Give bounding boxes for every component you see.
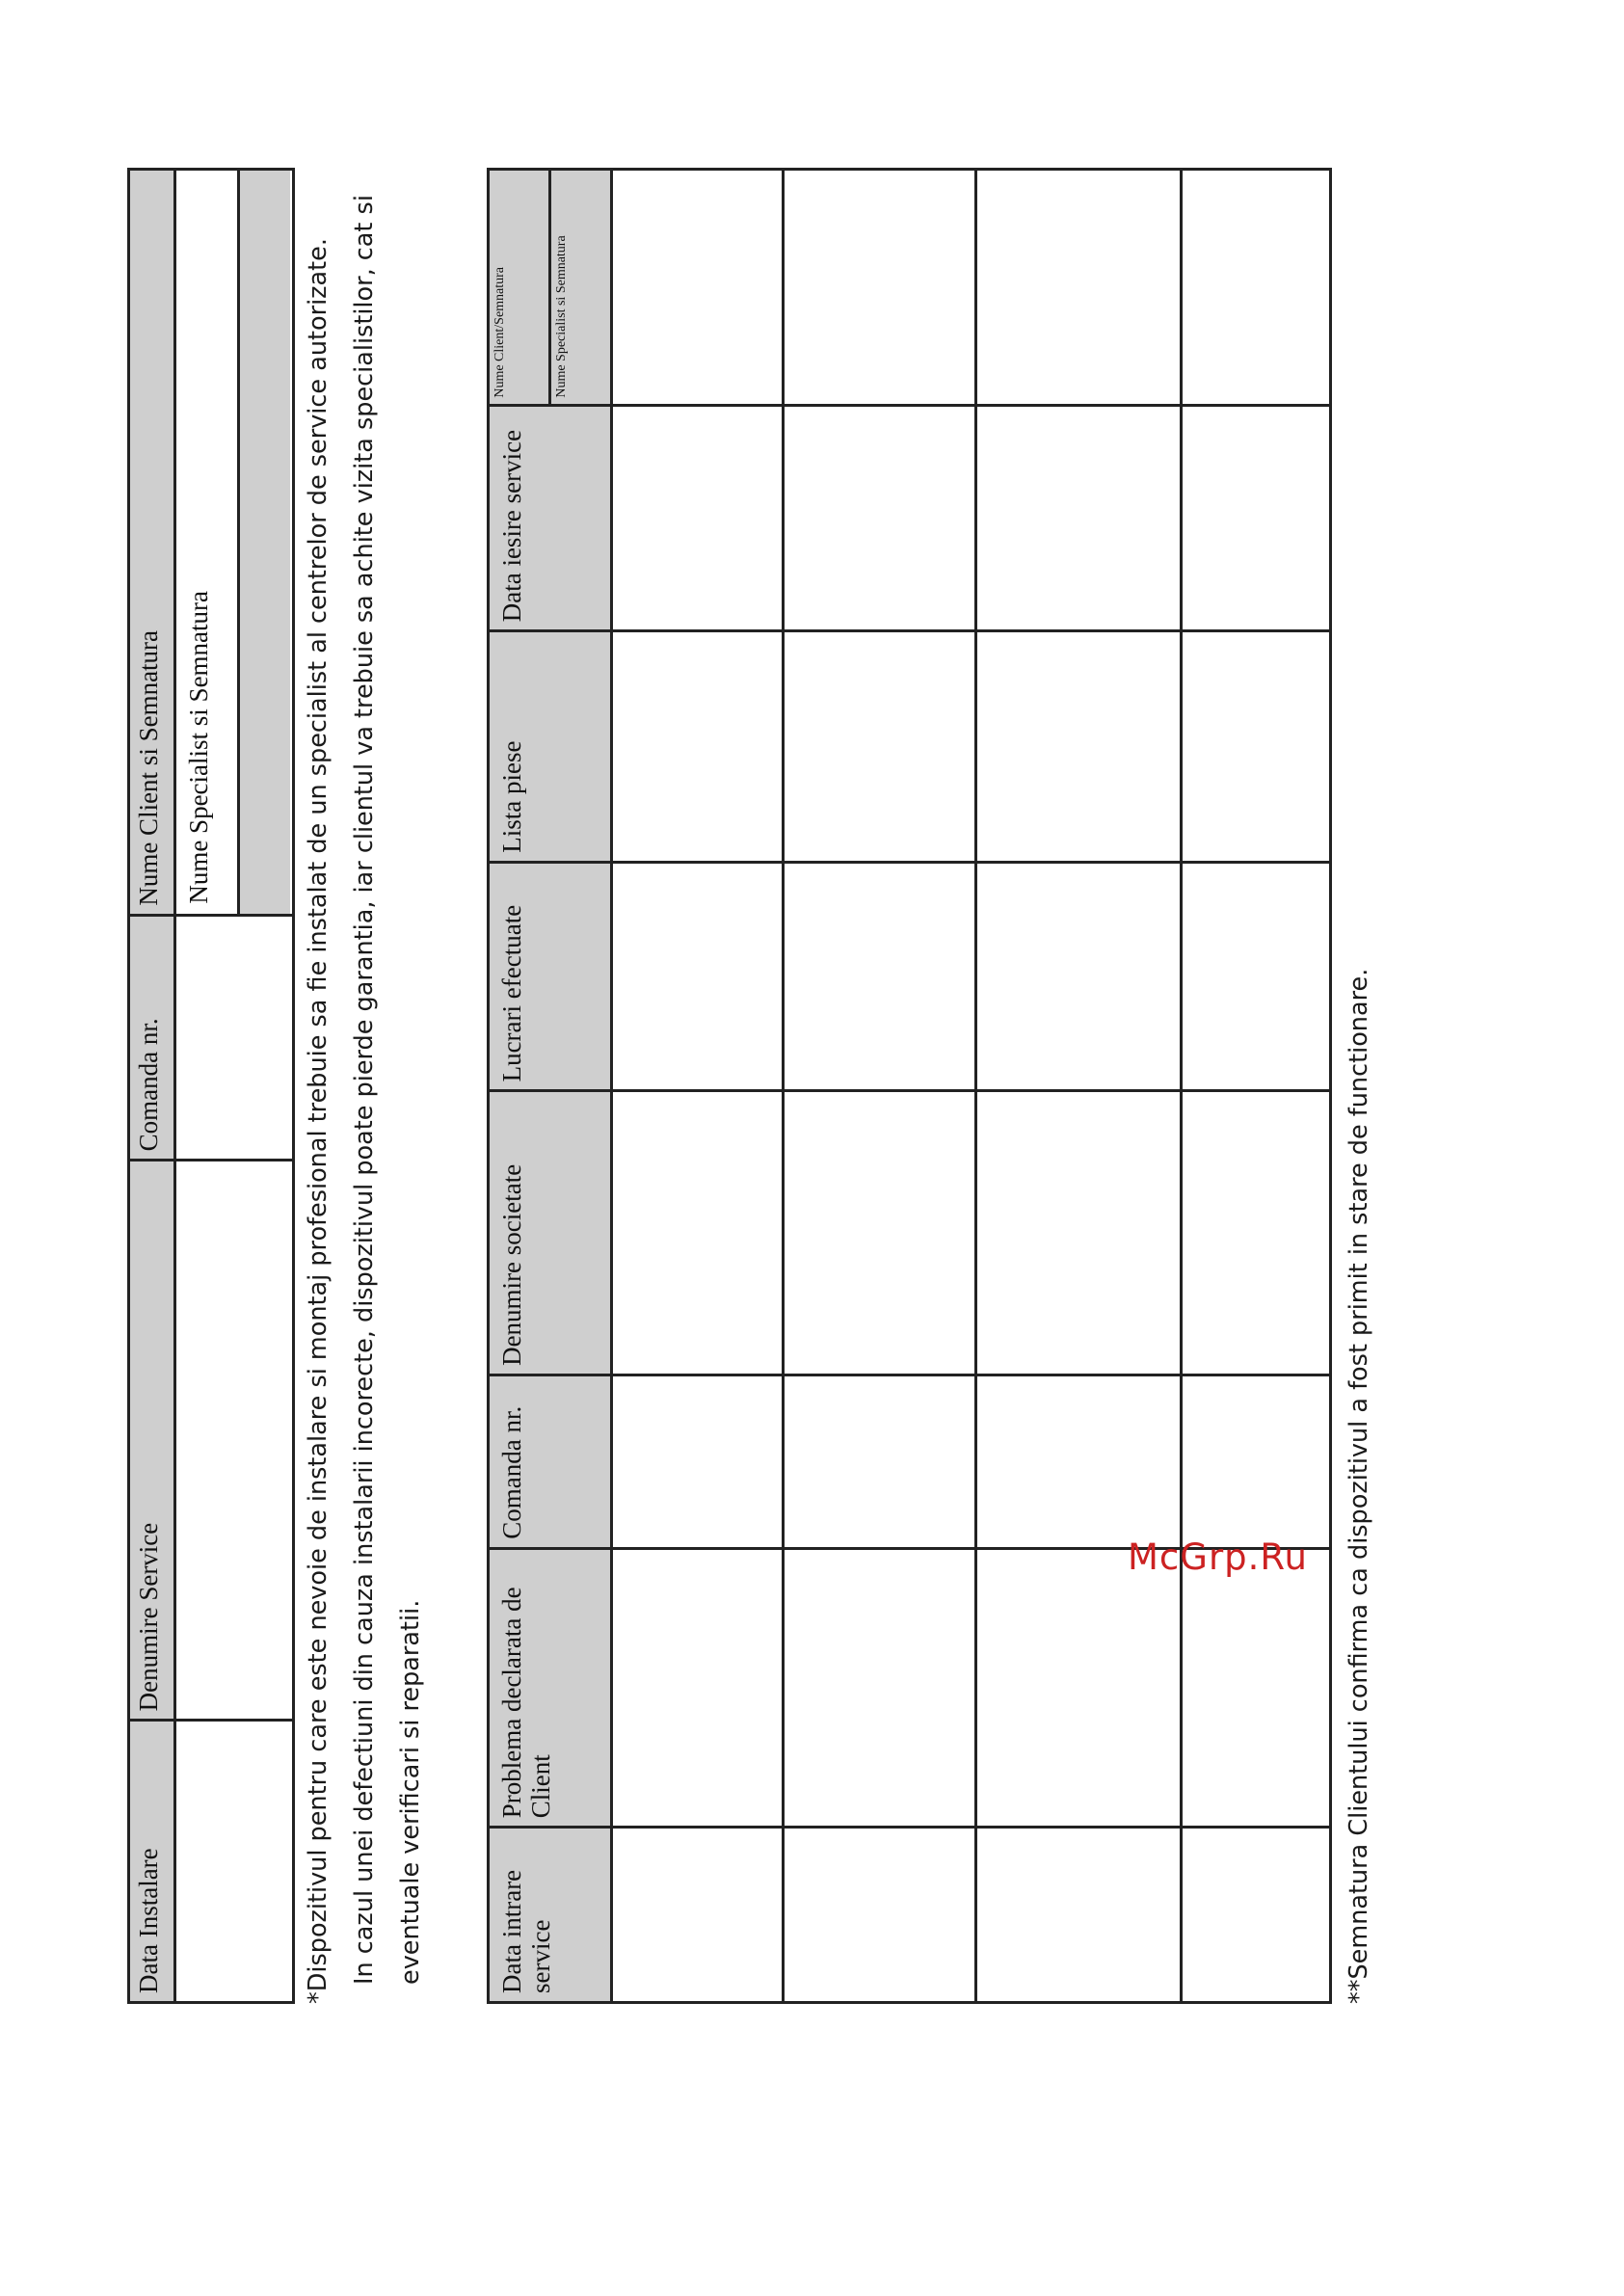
table-row — [976, 170, 1182, 2003]
table-cell[interactable] — [612, 631, 784, 863]
table-cell[interactable] — [612, 170, 784, 406]
table-cell[interactable] — [1182, 631, 1331, 863]
specialist-signature-label[interactable]: Nume Specialist si Semnatura — [176, 171, 240, 914]
table-cell[interactable] — [612, 1828, 784, 2003]
table-cell[interactable] — [1182, 1375, 1331, 1548]
table-cell[interactable] — [784, 1548, 976, 1828]
header-sign-specialist: Nume Specialist si Semnatura — [554, 235, 569, 398]
header-problema-declarata: Problema declarata de Client — [489, 1548, 612, 1828]
table-cell[interactable] — [976, 1548, 1182, 1828]
note-line-2: In cazul unei defectiuni din cauza instalarii incorecte, dispozitivul poate pierde garantia, iar clientul va trebuie sa achite vizita specialistilor, cat si — [350, 195, 379, 1985]
cell-data-instalare[interactable] — [175, 1721, 294, 2003]
table-cell[interactable] — [784, 405, 976, 631]
table-cell[interactable] — [784, 631, 976, 863]
table-cell[interactable] — [612, 862, 784, 1091]
table-cell[interactable] — [976, 405, 1182, 631]
table-row — [612, 170, 784, 2003]
table-cell[interactable] — [784, 862, 976, 1091]
table-cell[interactable] — [612, 1375, 784, 1548]
table-cell[interactable] — [1182, 1548, 1331, 1828]
note-line-3: eventuale verificari si reparatii. — [396, 1599, 425, 1985]
table-cell[interactable] — [976, 1828, 1182, 2003]
table-cell[interactable] — [1182, 1091, 1331, 1375]
table-cell[interactable] — [784, 1091, 976, 1375]
header-lucrari-efectuate: Lucrari efectuate — [489, 862, 612, 1091]
watermark: McGrp.Ru — [1128, 1536, 1308, 1578]
table-cell[interactable] — [976, 170, 1182, 406]
header-denumire-service: Denumire Service — [129, 1161, 175, 1721]
specialist-signature-area[interactable] — [240, 171, 290, 914]
table-cell[interactable] — [784, 170, 976, 406]
header-nume-client-semnatura: Nume Client si Semnatura — [129, 170, 175, 916]
table-cell[interactable] — [1182, 862, 1331, 1091]
service-log-table — [487, 168, 1332, 2004]
header-data-instalare: Data Instalare — [129, 1721, 175, 2003]
header-data-intrare-service: Data intrare service — [489, 1828, 612, 2003]
note-line-1: *Dispozitivul pentru care este nevoie de instalare si montaj profesional trebuie sa fie instalat de un specialist al centrelor de service autorizate. — [304, 238, 333, 2004]
table-cell[interactable] — [1182, 170, 1331, 406]
header-comanda-nr: Comanda nr. — [129, 915, 175, 1161]
cell-signatures — [175, 170, 294, 916]
header-lista-piese: Lista piese — [489, 631, 612, 863]
footer-note: **Semnatura Clientului confirma ca dispozitivul a fost primit in stare de functionare. — [1344, 968, 1373, 2004]
installation-notes — [295, 144, 434, 2004]
table-cell[interactable] — [612, 1091, 784, 1375]
installation-table — [127, 168, 295, 2004]
table-cell[interactable] — [1182, 405, 1331, 631]
table-cell[interactable] — [784, 1828, 976, 2003]
table-row — [784, 170, 976, 2003]
table-cell[interactable] — [784, 1375, 976, 1548]
header-denumire-societate: Denumire societate — [489, 1091, 612, 1375]
table-cell[interactable] — [612, 1548, 784, 1828]
table-cell[interactable] — [976, 1091, 1182, 1375]
cell-comanda-nr[interactable] — [175, 915, 294, 1161]
cell-denumire-service[interactable] — [175, 1161, 294, 1721]
table-cell[interactable] — [976, 1375, 1182, 1548]
header-sign-client: Nume Client/Semnatura — [490, 171, 551, 404]
header-comanda-nr: Comanda nr. — [489, 1375, 612, 1548]
table-cell[interactable] — [1182, 1828, 1331, 2003]
header-data-iesire-service: Data iesire service — [489, 405, 612, 631]
table-cell[interactable] — [976, 862, 1182, 1091]
table-row — [1182, 170, 1331, 2003]
table-cell[interactable] — [976, 631, 1182, 863]
header-signatures — [489, 170, 612, 406]
table-cell[interactable] — [612, 405, 784, 631]
